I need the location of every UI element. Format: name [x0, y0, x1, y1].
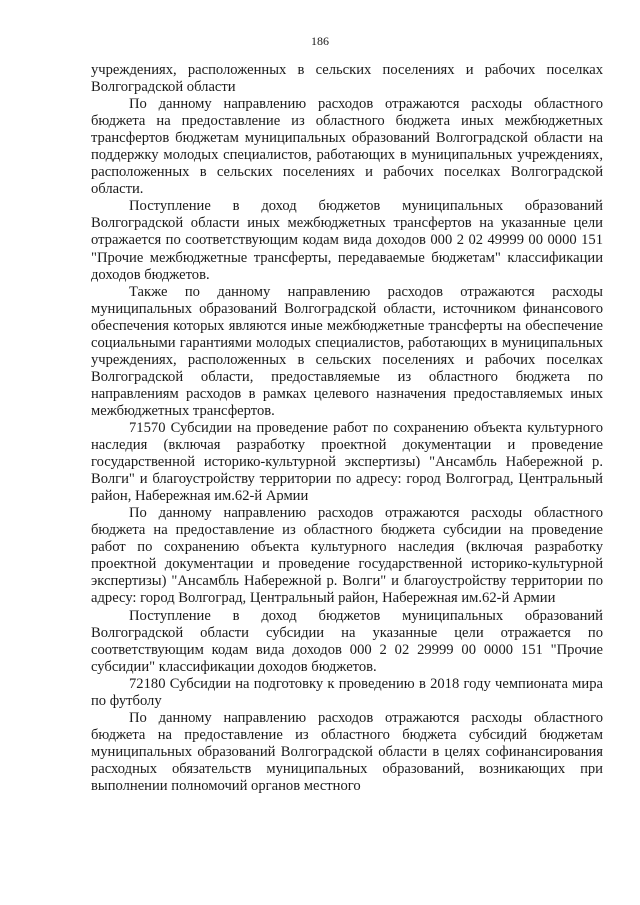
paragraph-code-71570-heading: 71570 Субсидии на проведение работ по сохранению объекта культурного наследия (включая разработку проектной документации и проведение государственной историко-культурной экспертизы) "Ансамбль Набережной р. Волги" и благоустройству территории по адресу: город Волгоград, Центральный район, Набережная им.62-й Армии	[91, 419, 603, 505]
paragraph-continuation: учреждениях, расположенных в сельских поселениях и рабочих поселках Волгоградской области	[91, 62, 603, 96]
paragraph-subsidy-revenue-code: Поступление в доход бюджетов муниципальных образований Волгоградской области субсидии на указанные цели отражается по соответствующим кодам вида доходов 000 2 02 29999 00 0000 151 "Прочие субсидии" классификации доходов бюджетов.	[91, 607, 603, 675]
document-body	[91, 62, 603, 795]
paragraph-code-72180-expenses: По данному направлению расходов отражаются расходы областного бюджета на предоставление из областного бюджета субсидий бюджетам муниципальных образований Волгоградской области в целях софинансирования расходных обязательств муниципальных образований, возникающих при выполнении полномочий органов местного	[91, 709, 603, 794]
paragraph-young-specialists-expenses: По данному направлению расходов отражаются расходы областного бюджета на предоставление из областного бюджета иных межбюджетных трансфертов бюджетам муниципальных образований Волгоградской области на поддержку молодых специалистов, работающих в муниципальных учреждениях, расположенных в сельских поселениях и рабочих поселках Волгоградской области.	[91, 96, 603, 198]
paragraph-code-72180-heading: 72180 Субсидии на подготовку к проведению в 2018 году чемпионата мира по футболу	[91, 675, 603, 709]
paragraph-transfers-revenue-code: Поступление в доход бюджетов муниципальных образований Волгоградской области иных межбюджетных трансфертов на указанные цели отражается по соответствующим кодам вида доходов 000 2 02 49999 00 0000 151 "Прочие межбюджетные трансферты, передаваемые бюджетам" классификации доходов бюджетов.	[91, 198, 603, 283]
page-number: 186	[311, 34, 329, 48]
paragraph-municipal-expenses: Также по данному направлению расходов отражаются расходы муниципальных образований Волгоградской области, источником финансового обеспечения которых являются иные межбюджетные трансферты на обеспечение социальными гарантиями молодых специалистов, работающих в муниципальных учреждениях, расположенных в сельских поселениях и рабочих поселках Волгоградской области, предоставляемые из областного бюджета по направлениям расходов в рамках целевого назначения предоставляемых иных межбюджетных трансфертов.	[91, 283, 603, 419]
paragraph-code-71570-expenses: По данному направлению расходов отражаются расходы областного бюджета на предоставление из областного бюджета субсидии на проведение работ по сохранению объекта культурного наследия (включая разработку проектной документации и проведение государственной историко-культурной экспертизы) "Ансамбль Набережной р. Волги" и благоустройству территории по адресу: город Волгоград, Центральный район, Набережная им.62-й Армии	[91, 505, 603, 607]
